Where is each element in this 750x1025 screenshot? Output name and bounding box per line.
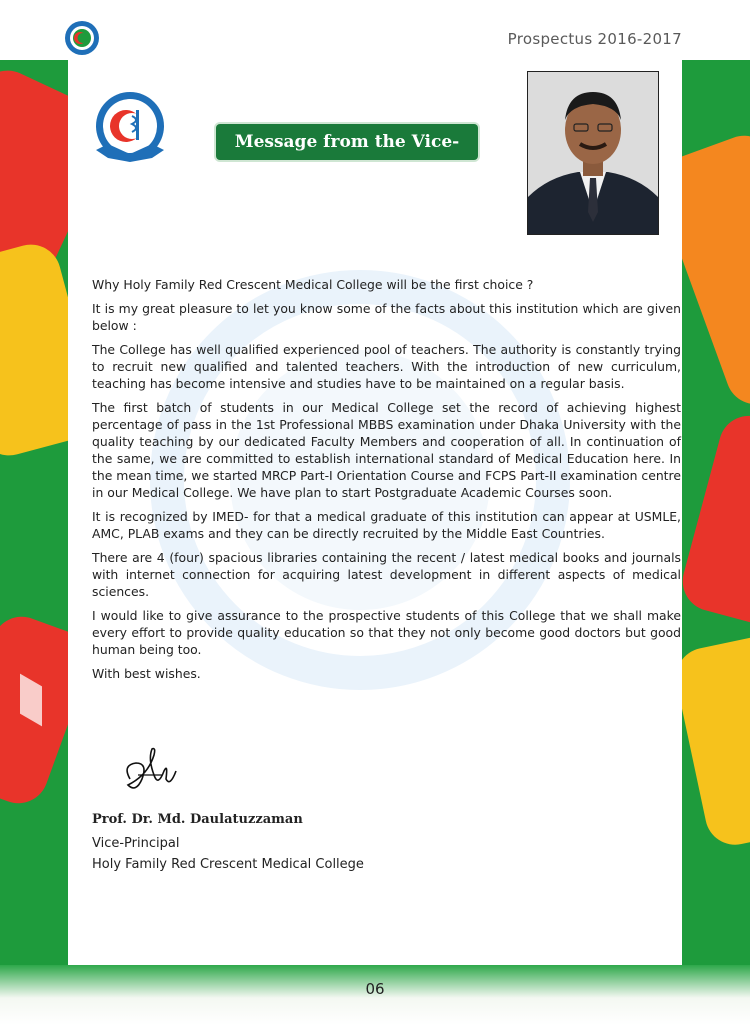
- message-paragraph: I would like to give assurance to the prospective students of this College that we shall make every effort to provide quality education so that they not only become good doctors but good human being too.: [92, 608, 681, 657]
- prospectus-label: Prospectus 2016-2017: [507, 30, 682, 48]
- message-paragraph: There are 4 (four) spacious libraries containing the recent / latest medical books and journals with internet connection for acquiring latest development in different aspects of medical sciences.: [92, 550, 681, 599]
- college-crest-icon: [64, 20, 100, 56]
- handwritten-signature: [118, 735, 188, 800]
- message-paragraph: The College has well qualified experienced pool of teachers. The authority is constantly trying to recruit new qualified and talented teachers. With the introduction of new curriculum, teaching has become intensive and studies have to be maintained on a regular basis.: [92, 342, 681, 391]
- closing-line: With best wishes.: [92, 666, 201, 681]
- signatory-institution: Holy Family Red Crescent Medical College: [92, 857, 364, 872]
- college-logo-icon: [88, 88, 172, 164]
- signatory-name: Prof. Dr. Md. Daulatuzzaman: [92, 812, 303, 827]
- message-paragraph: The first batch of students in our Medical College set the record of achieving highest percentage of pass in the 1st Professional MBBS examination under Dhaka University with the quality teaching by our dedicated Faculty Members and cooperation of all. In continuation of the same, we are committed to establish international standard of Medical Education here. In the mean time, we started MRCP Part-I Orientation Course and FCPS Part-II examination centre in our Medical College. We have plan to start Postgraduate Academic Courses soon.: [92, 400, 681, 500]
- message-paragraph: Why Holy Family Red Crescent Medical College will be the first choice ?: [92, 277, 534, 292]
- message-body: [92, 276, 681, 689]
- message-paragraph: It is recognized by IMED- for that a medical graduate of this institution can appear at USMLE, AMC, PLAB exams and they can be directly recruited by the Middle East Countries.: [92, 509, 681, 541]
- vice-principal-photo: [527, 71, 659, 235]
- page-number: 06: [365, 980, 385, 998]
- message-paragraph: It is my great pleasure to let you know some of the facts about this institution which are given below :: [92, 301, 681, 333]
- page-title: Message from the Vice-Principal: [216, 124, 478, 160]
- portrait-icon: [528, 72, 658, 234]
- signatory-role: Vice-Principal: [92, 836, 180, 851]
